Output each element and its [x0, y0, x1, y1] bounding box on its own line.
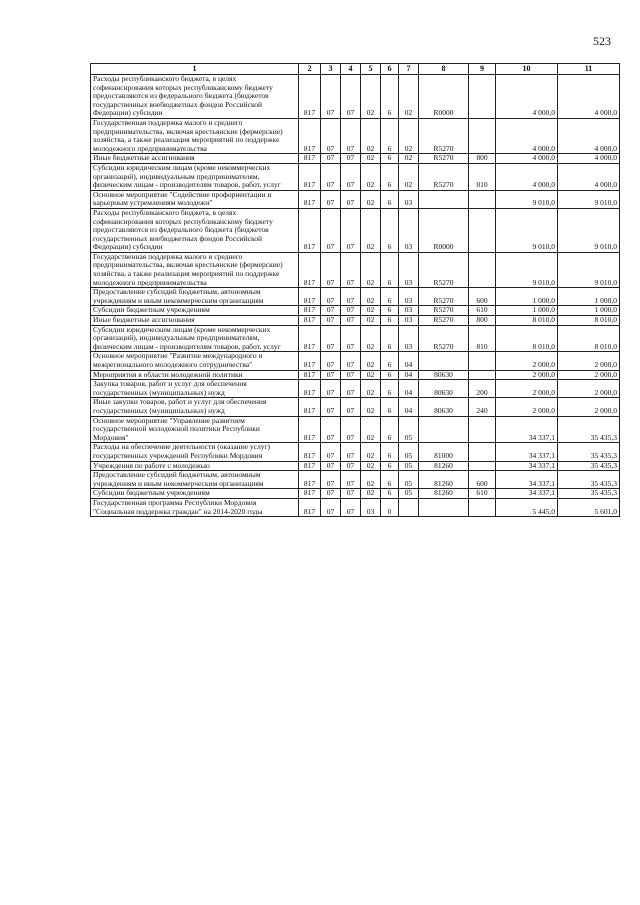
expense-type-code [469, 461, 496, 471]
amount-2020: 8 010,0 [558, 316, 620, 326]
expense-type-code: 600 [469, 288, 496, 306]
column-header: 8 [419, 64, 469, 75]
section-code: 07 [321, 416, 341, 443]
event-code: 04 [399, 380, 419, 398]
section-code: 07 [321, 471, 341, 489]
program-code: 02 [361, 370, 381, 380]
subsection-code: 07 [341, 398, 361, 416]
subsection-code: 07 [341, 325, 361, 352]
direction-code [419, 190, 469, 208]
direction-code: 80630 [419, 380, 469, 398]
column-header: 11 [558, 64, 620, 75]
table-row [91, 252, 620, 287]
program-code: 03 [361, 498, 381, 516]
direction-code: 81260 [419, 489, 469, 499]
column-header: 3 [321, 64, 341, 75]
amount-2020: 8 010,0 [558, 325, 620, 352]
expense-type-code: 610 [469, 489, 496, 499]
row-description: Государственная поддержка малого и среднего предпринимательства, включая крестьянские (фермерские) хозяйства, а также реализация мероприятий по поддержке молодежного предпринимательства [91, 252, 299, 287]
section-code: 07 [321, 461, 341, 471]
event-code: 03 [399, 208, 419, 252]
subprogram-code: 6 [381, 380, 399, 398]
expense-type-code: 600 [469, 471, 496, 489]
subprogram-code: 6 [381, 352, 399, 370]
program-code: 02 [361, 398, 381, 416]
program-code: 02 [361, 489, 381, 499]
expense-type-code: 200 [469, 380, 496, 398]
subsection-code: 07 [341, 252, 361, 287]
admin-code: 817 [299, 380, 321, 398]
admin-code: 817 [299, 163, 321, 190]
program-code: 02 [361, 325, 381, 352]
column-header: 2 [299, 64, 321, 75]
amount-2020: 35 435,3 [558, 471, 620, 489]
amount-2020: 4 000,0 [558, 75, 620, 119]
admin-code: 817 [299, 398, 321, 416]
event-code: 05 [399, 416, 419, 443]
header-row [91, 64, 620, 75]
event-code: 03 [399, 325, 419, 352]
direction-code: 81260 [419, 461, 469, 471]
amount-2019: 9 010,0 [496, 252, 558, 287]
event-code: 02 [399, 75, 419, 119]
subprogram-code: 6 [381, 370, 399, 380]
expense-type-code [469, 252, 496, 287]
event-code: 05 [399, 461, 419, 471]
event-code: 03 [399, 252, 419, 287]
amount-2019: 34 337,1 [496, 461, 558, 471]
column-header: 5 [361, 64, 381, 75]
row-description: Основное мероприятие "Развитие международного и межрегионального молодежного сотрудничества" [91, 352, 299, 370]
direction-code [419, 498, 469, 516]
row-description: Субсидии бюджетным учреждениям [91, 306, 299, 316]
table-row [91, 306, 620, 316]
admin-code: 817 [299, 288, 321, 306]
expense-type-code [469, 498, 496, 516]
event-code: 03 [399, 190, 419, 208]
subsection-code: 07 [341, 154, 361, 164]
row-description: Иные бюджетные ассигнования [91, 154, 299, 164]
admin-code: 817 [299, 498, 321, 516]
program-code: 02 [361, 306, 381, 316]
admin-code: 817 [299, 75, 321, 119]
event-code: 04 [399, 370, 419, 380]
amount-2019: 8 010,0 [496, 316, 558, 326]
event-code: 03 [399, 288, 419, 306]
direction-code: R5270 [419, 316, 469, 326]
row-description: Предоставление субсидий бюджетным, автономным учреждениям и иным некоммерческим организациям [91, 471, 299, 489]
section-code: 07 [321, 208, 341, 252]
column-header: 7 [399, 64, 419, 75]
section-code: 07 [321, 288, 341, 306]
direction-code [419, 352, 469, 370]
subsection-code: 07 [341, 352, 361, 370]
amount-2019: 9 010,0 [496, 208, 558, 252]
table-row [91, 398, 620, 416]
row-description: Основное мероприятие "Управление развитием государственной молодежной политики Республики Мордовия" [91, 416, 299, 443]
event-code [399, 498, 419, 516]
program-code: 02 [361, 443, 381, 461]
table-row [91, 461, 620, 471]
subsection-code: 07 [341, 380, 361, 398]
amount-2020: 9 010,0 [558, 252, 620, 287]
admin-code: 817 [299, 471, 321, 489]
direction-code: R5270 [419, 252, 469, 287]
section-code: 07 [321, 352, 341, 370]
table-row [91, 154, 620, 164]
section-code: 07 [321, 370, 341, 380]
subprogram-code: 6 [381, 118, 399, 153]
subprogram-code: 6 [381, 190, 399, 208]
amount-2019: 4 000,0 [496, 118, 558, 153]
amount-2020: 35 435,3 [558, 416, 620, 443]
direction-code: 81260 [419, 471, 469, 489]
amount-2019: 34 337,1 [496, 443, 558, 461]
row-description: Субсидии юридическим лицам (кроме некоммерческих организаций), индивидуальным предпринимателям, физическим лицам - производителям товаров, работ, услуг [91, 325, 299, 352]
subsection-code: 07 [341, 443, 361, 461]
subprogram-code: 0 [381, 498, 399, 516]
amount-2020: 2 000,0 [558, 370, 620, 380]
direction-code [419, 416, 469, 443]
admin-code: 817 [299, 154, 321, 164]
subsection-code: 07 [341, 489, 361, 499]
amount-2019: 4 000,0 [496, 75, 558, 119]
program-code: 02 [361, 154, 381, 164]
amount-2019: 34 337,1 [496, 416, 558, 443]
row-description: Предоставление субсидий бюджетным, автономным учреждениям и иным некоммерческим организациям [91, 288, 299, 306]
amount-2019: 4 000,0 [496, 154, 558, 164]
direction-code: 81000 [419, 443, 469, 461]
table-row [91, 498, 620, 516]
expense-type-code [469, 416, 496, 443]
subprogram-code: 6 [381, 325, 399, 352]
admin-code: 817 [299, 316, 321, 326]
event-code: 02 [399, 163, 419, 190]
program-code: 02 [361, 163, 381, 190]
section-code: 07 [321, 316, 341, 326]
amount-2019: 4 000,0 [496, 163, 558, 190]
section-code: 07 [321, 252, 341, 287]
amount-2020: 4 000,0 [558, 154, 620, 164]
event-code: 03 [399, 316, 419, 326]
direction-code: 80630 [419, 398, 469, 416]
row-description: Учреждения по работе с молодежью [91, 461, 299, 471]
amount-2020: 2 000,0 [558, 352, 620, 370]
section-code: 07 [321, 325, 341, 352]
admin-code: 817 [299, 118, 321, 153]
expense-type-code: 810 [469, 163, 496, 190]
direction-code: R0000 [419, 208, 469, 252]
expense-type-code: 240 [469, 398, 496, 416]
event-code: 03 [399, 306, 419, 316]
subsection-code: 07 [341, 461, 361, 471]
expense-type-code [469, 370, 496, 380]
event-code: 05 [399, 489, 419, 499]
subsection-code: 07 [341, 416, 361, 443]
subprogram-code: 6 [381, 461, 399, 471]
program-code: 02 [361, 416, 381, 443]
section-code: 07 [321, 489, 341, 499]
amount-2020: 35 435,3 [558, 489, 620, 499]
row-description: Мероприятия в области молодежной политики [91, 370, 299, 380]
section-code: 07 [321, 75, 341, 119]
subprogram-code: 6 [381, 75, 399, 119]
subprogram-code: 6 [381, 288, 399, 306]
amount-2019: 8 010,0 [496, 325, 558, 352]
table-row [91, 118, 620, 153]
expense-type-code [469, 190, 496, 208]
admin-code: 817 [299, 489, 321, 499]
program-code: 02 [361, 288, 381, 306]
event-code: 05 [399, 443, 419, 461]
admin-code: 817 [299, 443, 321, 461]
program-code: 02 [361, 118, 381, 153]
expense-type-code [469, 118, 496, 153]
amount-2020: 4 000,0 [558, 118, 620, 153]
subprogram-code: 6 [381, 316, 399, 326]
amount-2019: 2 000,0 [496, 370, 558, 380]
table-row [91, 75, 620, 119]
amount-2020: 1 000,0 [558, 306, 620, 316]
amount-2019: 2 000,0 [496, 352, 558, 370]
table-row [91, 325, 620, 352]
subsection-code: 07 [341, 316, 361, 326]
amount-2019: 1 000,0 [496, 306, 558, 316]
subsection-code: 07 [341, 190, 361, 208]
event-code: 04 [399, 352, 419, 370]
amount-2020: 2 000,0 [558, 380, 620, 398]
subsection-code: 07 [341, 288, 361, 306]
subsection-code: 07 [341, 370, 361, 380]
event-code: 04 [399, 398, 419, 416]
section-code: 07 [321, 306, 341, 316]
subsection-code: 07 [341, 163, 361, 190]
subprogram-code: 6 [381, 489, 399, 499]
amount-2020: 35 435,3 [558, 461, 620, 471]
table-body [91, 75, 620, 517]
program-code: 02 [361, 471, 381, 489]
section-code: 07 [321, 118, 341, 153]
amount-2020: 9 010,0 [558, 208, 620, 252]
amount-2019: 34 337,1 [496, 471, 558, 489]
column-header: 4 [341, 64, 361, 75]
column-header: 10 [496, 64, 558, 75]
table-row [91, 416, 620, 443]
section-code: 07 [321, 498, 341, 516]
direction-code: R5270 [419, 163, 469, 190]
subprogram-code: 6 [381, 416, 399, 443]
expense-type-code: 610 [469, 306, 496, 316]
subprogram-code: 6 [381, 471, 399, 489]
column-header: 9 [469, 64, 496, 75]
expense-type-code: 800 [469, 154, 496, 164]
row-description: Расходы на обеспечение деятельности (оказание услуг) государственных учреждений Республики Мордовия [91, 443, 299, 461]
direction-code: R5270 [419, 118, 469, 153]
program-code: 02 [361, 352, 381, 370]
table-row [91, 489, 620, 499]
subprogram-code: 6 [381, 154, 399, 164]
direction-code: R5270 [419, 306, 469, 316]
amount-2019: 2 000,0 [496, 398, 558, 416]
amount-2020: 4 000,0 [558, 163, 620, 190]
column-header: 6 [381, 64, 399, 75]
admin-code: 817 [299, 352, 321, 370]
expense-type-code: 800 [469, 316, 496, 326]
section-code: 07 [321, 443, 341, 461]
table-row [91, 208, 620, 252]
table-row [91, 316, 620, 326]
amount-2019: 9 010,0 [496, 190, 558, 208]
subprogram-code: 6 [381, 163, 399, 190]
direction-code: 80630 [419, 370, 469, 380]
subsection-code: 07 [341, 118, 361, 153]
subsection-code: 07 [341, 471, 361, 489]
direction-code: R5270 [419, 154, 469, 164]
row-description: Субсидии юридическим лицам (кроме некоммерческих организаций), индивидуальным предпринимателям, физическим лицам - производителям товаров, работ, услуг [91, 163, 299, 190]
row-description: Основное мероприятие "Содействие профориентации и карьерным устремлениям молодежи" [91, 190, 299, 208]
admin-code: 817 [299, 190, 321, 208]
subsection-code: 07 [341, 306, 361, 316]
program-code: 02 [361, 208, 381, 252]
expense-type-code [469, 352, 496, 370]
row-description: Закупка товаров, работ и услуг для обеспечения государственных (муниципальных) нужд [91, 380, 299, 398]
expense-type-code [469, 443, 496, 461]
direction-code: R5270 [419, 288, 469, 306]
amount-2019: 1 000,0 [496, 288, 558, 306]
subprogram-code: 6 [381, 208, 399, 252]
direction-code: R0000 [419, 75, 469, 119]
page-number: 523 [593, 34, 611, 48]
event-code: 02 [399, 118, 419, 153]
program-code: 02 [361, 75, 381, 119]
section-code: 07 [321, 190, 341, 208]
row-description: Субсидии бюджетным учреждениям [91, 489, 299, 499]
column-header: 1 [91, 64, 299, 75]
subprogram-code: 6 [381, 398, 399, 416]
table-row [91, 352, 620, 370]
admin-code: 817 [299, 325, 321, 352]
program-code: 02 [361, 316, 381, 326]
amount-2020: 35 435,3 [558, 443, 620, 461]
admin-code: 817 [299, 461, 321, 471]
row-description: Иные закупки товаров, работ и услуг для обеспечения государственных (муниципальных) нужд [91, 398, 299, 416]
amount-2020: 9 010,0 [558, 190, 620, 208]
amount-2020: 1 000,0 [558, 288, 620, 306]
table-row [91, 370, 620, 380]
section-code: 07 [321, 380, 341, 398]
section-code: 07 [321, 398, 341, 416]
subprogram-code: 6 [381, 252, 399, 287]
row-description: Расходы республиканского бюджета, в целях софинансирования которых республиканскому бюджету предоставляются из федерального бюджета (бюджетов государственных внебюджетных фондов Российской Федерации) субсидии [91, 208, 299, 252]
subsection-code: 07 [341, 498, 361, 516]
amount-2019: 5 445,0 [496, 498, 558, 516]
admin-code: 817 [299, 416, 321, 443]
table-row [91, 163, 620, 190]
row-description: Иные бюджетные ассигнования [91, 316, 299, 326]
table-row [91, 288, 620, 306]
subsection-code: 07 [341, 75, 361, 119]
event-code: 05 [399, 471, 419, 489]
row-description: Государственная поддержка малого и среднего предпринимательства, включая крестьянские (фермерские) хозяйства, а также реализация мероприятий по поддержке молодежного предпринимательства [91, 118, 299, 153]
direction-code: R5270 [419, 325, 469, 352]
subprogram-code: 6 [381, 443, 399, 461]
budget-table [90, 63, 620, 517]
subsection-code: 07 [341, 208, 361, 252]
table-row [91, 471, 620, 489]
table-row [91, 190, 620, 208]
row-description: Государственная программа Республики Мордовия "Социальная поддержка граждан" на 2014-2020 годы [91, 498, 299, 516]
section-code: 07 [321, 163, 341, 190]
amount-2020: 2 000,0 [558, 398, 620, 416]
event-code: 02 [399, 154, 419, 164]
expense-type-code [469, 75, 496, 119]
program-code: 02 [361, 190, 381, 208]
table-row [91, 443, 620, 461]
admin-code: 817 [299, 208, 321, 252]
admin-code: 817 [299, 370, 321, 380]
expense-type-code: 810 [469, 325, 496, 352]
row-description: Расходы республиканского бюджета, в целях софинансирования которых республиканскому бюджету предоставляются из федерального бюджета (бюджетов государственных внебюджетных фондов Российской Федерации) субсидии [91, 75, 299, 119]
section-code: 07 [321, 154, 341, 164]
expense-type-code [469, 208, 496, 252]
amount-2019: 34 337,1 [496, 489, 558, 499]
admin-code: 817 [299, 306, 321, 316]
subprogram-code: 6 [381, 306, 399, 316]
program-code: 02 [361, 461, 381, 471]
program-code: 02 [361, 252, 381, 287]
amount-2020: 5 601,0 [558, 498, 620, 516]
program-code: 02 [361, 380, 381, 398]
amount-2019: 2 000,0 [496, 380, 558, 398]
table-row [91, 380, 620, 398]
admin-code: 817 [299, 252, 321, 287]
